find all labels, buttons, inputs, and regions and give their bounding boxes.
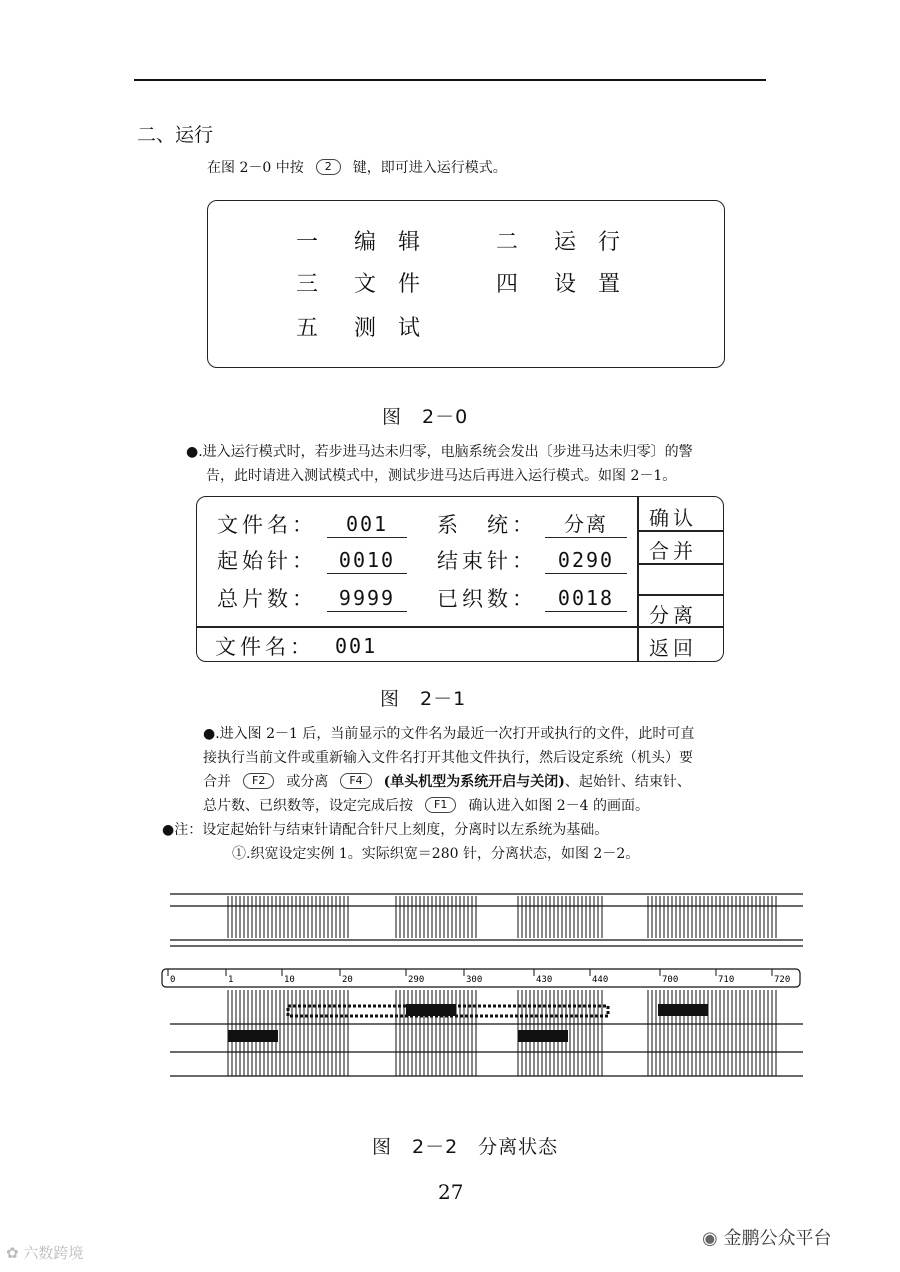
section-title: 二、运行: [137, 124, 214, 146]
return-button[interactable]: 返回: [649, 636, 697, 660]
ruler-tick-label: 300: [466, 975, 483, 985]
ruler-tick-label: 290: [408, 975, 425, 985]
system-label: 系 统：: [437, 513, 537, 537]
total-pieces-label: 总片数：: [217, 587, 317, 611]
ruler-rails: [162, 894, 803, 1076]
selected-needle-block: [228, 1030, 278, 1042]
menu-item-edit[interactable]: 一 编辑: [296, 230, 443, 255]
filename-field[interactable]: 001: [327, 511, 407, 538]
main-menu-screen: [207, 200, 725, 368]
figure-2-2-caption: 图 2－2 分离状态: [372, 1136, 559, 1158]
system-field[interactable]: 分离: [545, 511, 627, 538]
needle-ruler-diagram: [158, 884, 808, 1090]
knitted-count-label: 已织数：: [437, 587, 537, 611]
intro-after: 键，即可进入运行模式。: [352, 160, 507, 176]
menu-item-file[interactable]: 三 文件: [296, 272, 443, 297]
page-number: 27: [438, 1180, 464, 1204]
ruler-tick-label: 1: [228, 975, 234, 985]
key-f2: F2: [243, 773, 274, 789]
start-needle-field[interactable]: 0010: [327, 547, 407, 574]
watermark-logo-icon: ✿: [6, 1244, 19, 1262]
end-needle-field[interactable]: 0290: [545, 547, 627, 574]
ruler-tick-label: 20: [342, 975, 353, 985]
start-needle-label: 起始针：: [217, 549, 317, 573]
note-2: ●注：设定起始针与结束针请配合针尺上刻度，分离时以左系统为基础。: [162, 822, 609, 838]
bottom-filename-value: 001: [335, 634, 378, 658]
ruler-tick-label: 720: [774, 975, 791, 985]
menu-item-test[interactable]: 五 测试: [296, 316, 443, 341]
total-pieces-field[interactable]: 9999: [327, 585, 407, 612]
intro-before: 在图 2－0 中按: [207, 160, 304, 176]
watermark-right: ◉ 金鹏公众平台: [702, 1228, 832, 1249]
merge-button[interactable]: 合并: [649, 539, 697, 563]
example-text: ①.织宽设定实例 1。实际织宽＝280 针，分离状态，如图 2－2。: [232, 846, 640, 862]
watermark-left: ✿ 六数跨境: [6, 1244, 84, 1262]
end-needle-label: 结束针：: [437, 549, 537, 573]
confirm-button[interactable]: 确认: [649, 506, 697, 530]
ruler-tick-label: 440: [592, 975, 609, 985]
separate-button[interactable]: 分离: [649, 603, 697, 627]
ruler-tick-label: 10: [284, 975, 295, 985]
bottom-row-divider: [197, 626, 723, 628]
wechat-icon: ◉: [702, 1228, 718, 1249]
key-f4: F4: [340, 773, 371, 789]
intro-text: [207, 156, 507, 180]
knitted-count-field[interactable]: 0018: [545, 585, 627, 612]
key-2: 2: [316, 159, 341, 175]
ruler-tick-label: 700: [662, 975, 679, 985]
selected-needle-block: [658, 1004, 708, 1016]
figure-2-0-caption: 图 2－0: [382, 406, 469, 428]
figure-2-1-caption: 图 2－1: [380, 688, 467, 710]
selected-needle-block: [518, 1030, 568, 1042]
filename-label: 文件名：: [217, 513, 317, 537]
button-column-divider: [637, 497, 639, 661]
top-rule: [134, 79, 766, 81]
key-f1: F1: [425, 797, 456, 813]
run-mode-screen: [196, 496, 724, 662]
menu-item-run[interactable]: 二 运行: [496, 230, 643, 255]
note-1: ●.进入运行模式时，若步进马达未归零，电脑系统会发出〔步进马达未归零〕的警 告，此时请进入测试模式中，测试步进马达后再进入运行模式。如图 2－1。: [186, 444, 693, 484]
menu-item-settings[interactable]: 四 设置: [496, 272, 643, 297]
bottom-filename-label: 文件名：: [215, 635, 315, 659]
ruler-tick-label: 0: [170, 975, 176, 985]
ruler-tick-label: 430: [536, 975, 553, 985]
ruler-tick-label: 710: [718, 975, 735, 985]
paragraph-2: ●.进入图 2－1 后，当前显示的文件名为最近一次打开或执行的文件，此时可直 接执行当前文件或重新输入文件名打开其他文件执行，然后设定系统（机头）要 合并 F2 或分离 F4 (单头机型为系统开启与关闭)、起始针、结束针、 总片数、已织数等，设定完成后按 F1 确认进入如图 2－4 的画面。: [203, 726, 695, 814]
